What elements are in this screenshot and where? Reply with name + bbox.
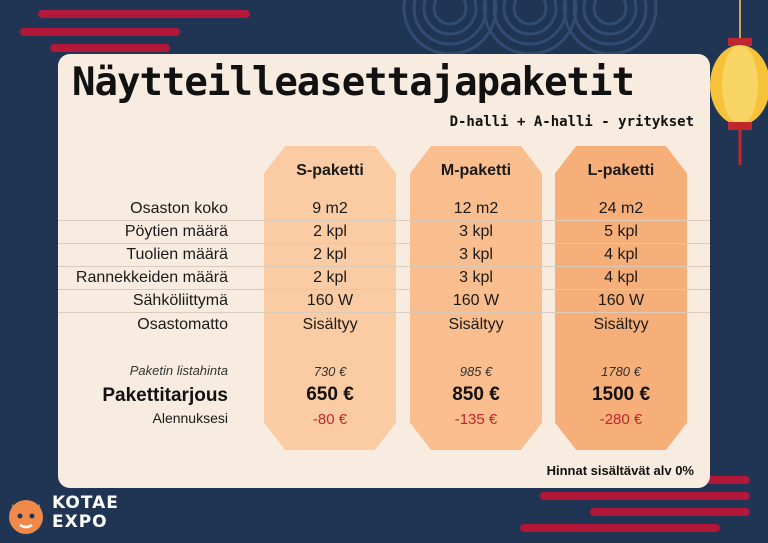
m-power: 160 W xyxy=(452,292,500,309)
row-label-wristbands: Rannekkeiden määrä xyxy=(75,269,228,286)
kotae-expo-logo xyxy=(6,493,119,538)
page-title: Näytteilleasettajapaketit xyxy=(72,60,634,105)
row-divider xyxy=(58,266,710,267)
logo-line-1: KOTAE xyxy=(52,493,119,513)
row-divider xyxy=(58,289,710,290)
discount-label: Alennuksesi xyxy=(152,410,228,426)
s-offer-price: 650 € xyxy=(306,384,354,405)
row-label-power: Sähköliittymä xyxy=(132,292,228,309)
s-package-header: S-paketti xyxy=(296,162,364,179)
l-tables: 5 kpl xyxy=(604,223,638,240)
s-carpet: Sisältyy xyxy=(302,316,358,333)
lantern-icon xyxy=(708,0,768,170)
row-divider xyxy=(58,243,710,244)
l-chairs: 4 kpl xyxy=(604,246,638,263)
list-price-label: Paketin listahinta xyxy=(129,363,228,378)
row-label-chairs: Tuolien määrä xyxy=(126,246,228,263)
row-label-stand-size: Osaston koko xyxy=(130,200,228,217)
l-power: 160 W xyxy=(597,292,645,309)
m-carpet: Sisältyy xyxy=(448,316,504,333)
offer-label: Pakettitarjous xyxy=(102,385,228,406)
l-offer-price: 1500 € xyxy=(591,384,651,405)
vat-note: Hinnat sisältävät alv 0% xyxy=(546,463,694,478)
m-package-header: M-paketti xyxy=(440,162,512,179)
m-discount: -135 € xyxy=(454,411,498,428)
l-list-price: 1780 € xyxy=(601,364,641,379)
row-divider xyxy=(58,220,710,221)
s-chairs: 2 kpl xyxy=(313,246,347,263)
s-discount: -80 € xyxy=(312,411,348,428)
l-discount: -280 € xyxy=(599,411,643,428)
m-list-price: 985 € xyxy=(459,364,493,379)
page-subtitle: D-halli + A-halli - yritykset xyxy=(449,114,694,130)
s-stand-size: 9 m2 xyxy=(312,200,348,217)
row-label-carpet: Osastomatto xyxy=(137,316,228,333)
s-list-price: 730 € xyxy=(313,364,347,379)
logo-line-2: EXPO xyxy=(52,512,108,532)
m-wristbands: 3 kpl xyxy=(459,269,493,286)
l-carpet: Sisältyy xyxy=(593,316,649,333)
m-chairs: 3 kpl xyxy=(459,246,493,263)
m-offer-price: 850 € xyxy=(452,384,500,405)
l-wristbands: 4 kpl xyxy=(604,269,638,286)
s-wristbands: 2 kpl xyxy=(313,269,347,286)
row-label-tables: Pöytien määrä xyxy=(124,223,228,240)
l-stand-size: 24 m2 xyxy=(598,200,644,217)
m-tables: 3 kpl xyxy=(459,223,493,240)
l-package-header: L-paketti xyxy=(587,162,655,179)
row-divider xyxy=(58,312,710,313)
packages-card xyxy=(58,54,710,488)
s-tables: 2 kpl xyxy=(313,223,347,240)
m-stand-size: 12 m2 xyxy=(453,200,499,217)
s-power: 160 W xyxy=(306,292,354,309)
fox-icon xyxy=(6,496,46,536)
